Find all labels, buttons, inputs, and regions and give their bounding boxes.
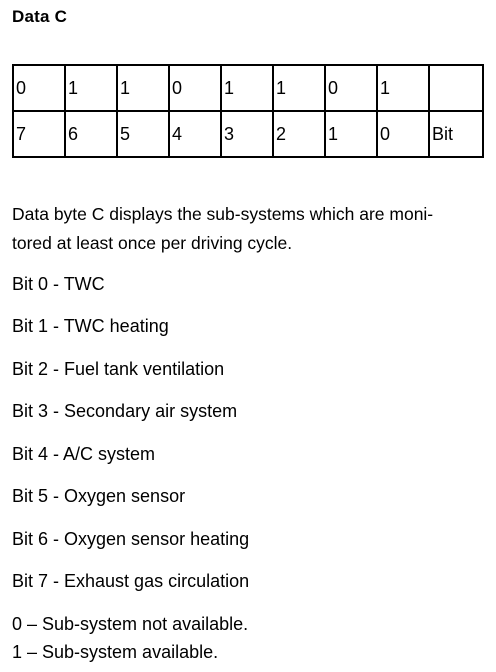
bit-value-cell: 0 [13, 65, 65, 111]
bit-position-cell: 1 [325, 111, 377, 157]
description-line: tored at least once per driving cycle. [12, 233, 293, 253]
legend-not-available: 0 – Sub-system not available. [12, 614, 249, 634]
section-heading: Data C [12, 7, 68, 26]
description-line: Data byte C displays the sub-systems which are moni- [12, 204, 434, 224]
legend-available: 1 – Sub-system available. [12, 642, 219, 662]
bit-description: Bit 1 - TWC heating [12, 316, 169, 336]
bit-header-cell: Bit [429, 111, 483, 157]
bit-position-cell: 3 [221, 111, 273, 157]
bit-position-cell: 2 [273, 111, 325, 157]
bit-description: Bit 7 - Exhaust gas circulation [12, 571, 250, 591]
bit-position-cell: 4 [169, 111, 221, 157]
bit-position-cell: 0 [377, 111, 429, 157]
bit-value-cell: 0 [169, 65, 221, 111]
bit-description: Bit 6 - Oxygen sensor heating [12, 529, 250, 549]
description-paragraph [12, 200, 484, 258]
bit-position-cell: 7 [13, 111, 65, 157]
bit-positions-row [13, 111, 483, 157]
bit-description: Bit 3 - Secondary air system [12, 401, 238, 421]
bit-table [12, 64, 484, 158]
bit-value-cell-empty [429, 65, 483, 111]
bit-value-cell: 1 [377, 65, 429, 111]
bit-value-cell: 0 [325, 65, 377, 111]
bit-description: Bit 0 - TWC [12, 274, 105, 294]
bit-value-cell: 1 [273, 65, 325, 111]
bit-value-cell: 1 [65, 65, 117, 111]
bit-value-cell: 1 [117, 65, 169, 111]
bit-description: Bit 4 - A/C system [12, 444, 156, 464]
bit-description: Bit 5 - Oxygen sensor [12, 486, 186, 506]
bit-description: Bit 2 - Fuel tank ventilation [12, 359, 225, 379]
bit-position-cell: 5 [117, 111, 169, 157]
bit-position-cell: 6 [65, 111, 117, 157]
bit-value-cell: 1 [221, 65, 273, 111]
bit-values-row [13, 65, 483, 111]
